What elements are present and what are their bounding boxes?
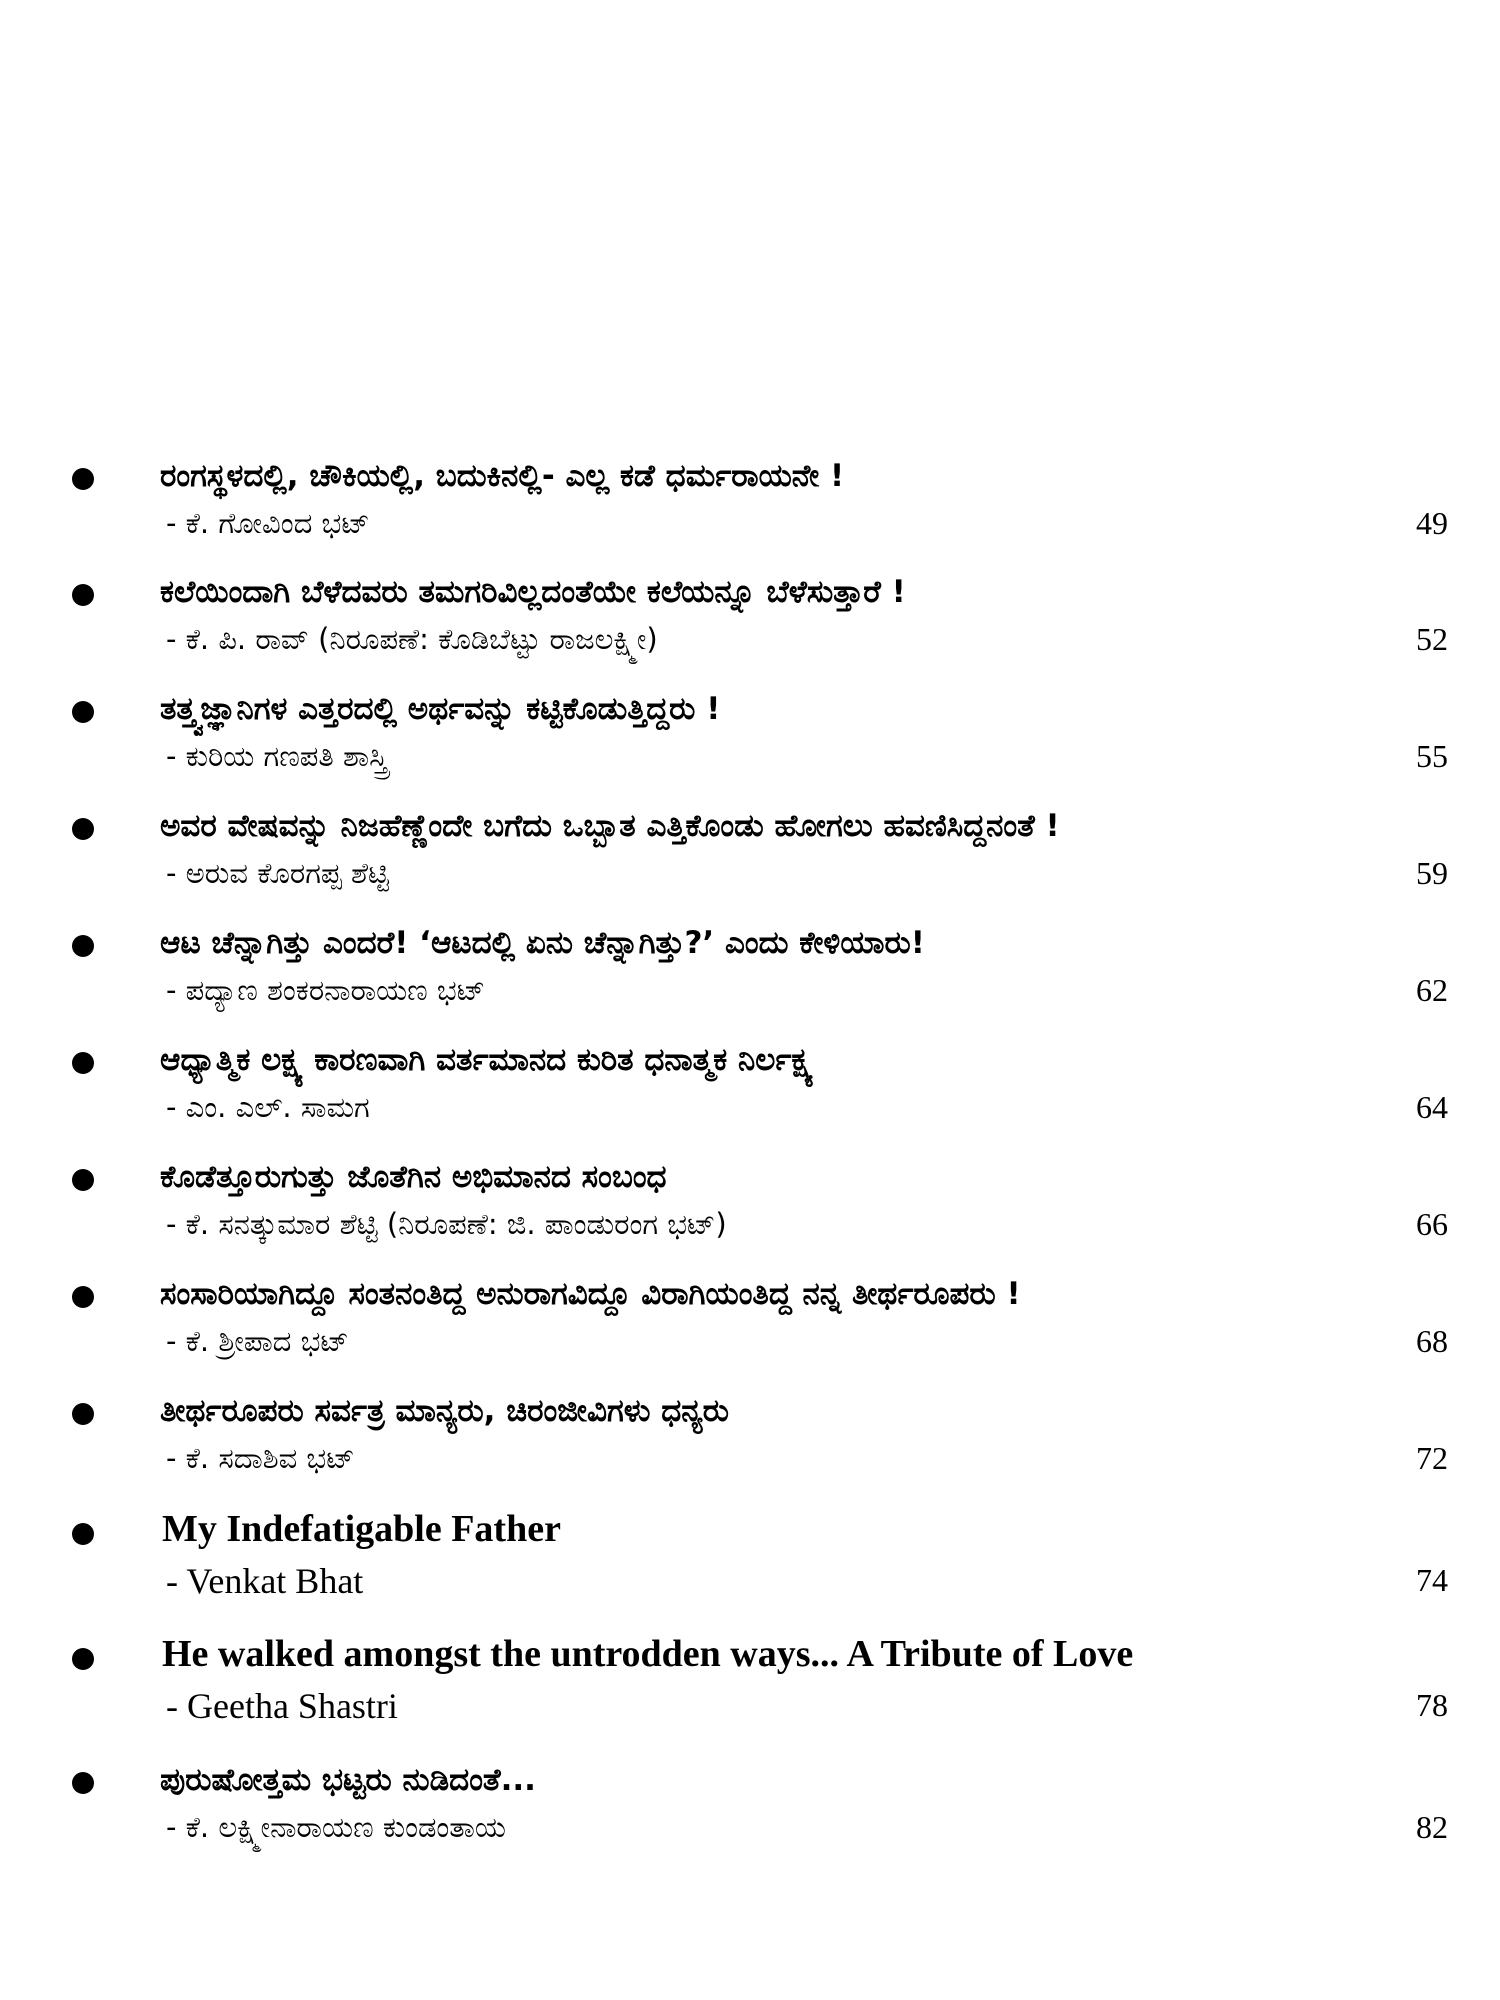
entry-title: He walked amongst the untrodden ways... A Tribute of Love [162, 1633, 1134, 1675]
entry-page-number: 55 [1416, 738, 1448, 774]
bullet-icon [72, 1403, 94, 1425]
entry-title: ಆಧ್ಯಾತ್ಮಿಕ ಲಕ್ಷ್ಯ ಕಾರಣವಾಗಿ ವರ್ತಮಾನದ ಕುರಿತ ಧನಾತ್ಮಕ ನಿರ್ಲಕ್ಷ್ಯ [160, 1042, 814, 1078]
entry-title: ಅವರ ವೇಷವನ್ನು ನಿಜಹೆಣ್ಣೆಂದೇ ಬಗೆದು ಒಬ್ಬಾತ ಎತ್ತಿಕೊಂಡು ಹೋಗಲು ಹವಣಿಸಿದ್ದನಂತೆ ! [160, 808, 1060, 844]
entry-page-number: 49 [1416, 505, 1448, 541]
entry-page-number: 64 [1416, 1089, 1448, 1125]
entry-title: ತತ್ತ್ವಜ್ಞಾನಿಗಳ ಎತ್ತರದಲ್ಲಿ ಅರ್ಥವನ್ನು ಕಟ್ಟಿಕೊಡುತ್ತಿದ್ದರು ! [160, 691, 721, 727]
bullet-icon [72, 1772, 94, 1794]
bullet-icon [72, 468, 94, 490]
bullet-icon [72, 701, 94, 723]
entry-author: - ಕೆ. ಲಕ್ಷ್ಮೀನಾರಾಯಣ ಕುಂಡಂತಾಯ [166, 1810, 506, 1844]
bullet-icon [72, 1523, 94, 1545]
entry-author: - ಅರುವ ಕೊರಗಪ್ಪ ಶೆಟ್ಟಿ [166, 856, 390, 890]
entry-title: My Indefatigable Father [162, 1508, 561, 1550]
entry-author: - ಕುರಿಯ ಗಣಪತಿ ಶಾಸ್ತ್ರಿ [166, 739, 388, 773]
bullet-icon [72, 935, 94, 957]
entry-author: - ಪದ್ಯಾಣ ಶಂಕರನಾರಾಯಣ ಭಟ್ [166, 973, 486, 1007]
entry-title: ಸಂಸಾರಿಯಾಗಿದ್ದೂ ಸಂತನಂತಿದ್ದ ಅನುರಾಗವಿದ್ದೂ ವಿರಾಗಿಯಂತಿದ್ದ ನನ್ನ ತೀರ್ಥರೂಪರು ! [160, 1276, 1021, 1312]
bullet-icon [72, 1052, 94, 1074]
bullet-icon [72, 1169, 94, 1191]
entry-title: ಕಲೆಯಿಂದಾಗಿ ಬೆಳೆದವರು ತಮಗರಿವಿಲ್ಲದಂತೆಯೇ ಕಲೆಯನ್ನೂ ಬೆಳೆಸುತ್ತಾರೆ ! [160, 574, 906, 610]
entry-page-number: 74 [1416, 1562, 1448, 1598]
entry-page-number: 66 [1416, 1206, 1448, 1242]
entry-author: - ಕೆ. ಸದಾಶಿವ ಭಟ್ [166, 1441, 355, 1475]
entry-author: - ಎಂ. ಎಲ್. ಸಾಮಗ [166, 1090, 370, 1124]
bullet-icon [72, 1648, 94, 1670]
entry-author: - ಕೆ. ಶ್ರೀಪಾದ ಭಟ್ [166, 1324, 349, 1358]
bullet-icon [72, 1286, 94, 1308]
entry-page-number: 59 [1416, 855, 1448, 891]
entry-page-number: 82 [1416, 1809, 1448, 1845]
bullet-icon [72, 818, 94, 840]
entry-title: ಕೊಡೆತ್ತೂರುಗುತ್ತು ಜೊತೆಗಿನ ಅಭಿಮಾನದ ಸಂಬಂಧ [160, 1159, 667, 1195]
entry-author: - Geetha Shastri [166, 1686, 398, 1726]
entry-author: - ಕೆ. ಸನತ್ಕುಮಾರ ಶೆಟ್ಟಿ (ನಿರೂಪಣೆ: ಜಿ. ಪಾಂಡುರಂಗ ಭಟ್) [166, 1207, 727, 1241]
entry-title: ರಂಗಸ್ಥಳದಲ್ಲಿ, ಚೌಕಿಯಲ್ಲಿ, ಬದುಕಿನಲ್ಲಿ- ಎಲ್ಲ ಕಡೆ ಧರ್ಮರಾಯನೇ ! [160, 458, 845, 494]
entry-title: ತೀರ್ಥರೂಪರು ಸರ್ವತ್ರ ಮಾನ್ಯರು, ಚಿರಂಜೀವಿಗಳು ಧನ್ಯರು [160, 1393, 730, 1429]
entry-author: - ಕೆ. ಗೋವಿಂದ ಭಟ್ [166, 506, 370, 540]
entry-page-number: 68 [1416, 1323, 1448, 1359]
entry-title: ಪುರುಷೋತ್ತಮ ಭಟ್ಟರು ನುಡಿದಂತೆ... [160, 1762, 536, 1798]
entry-page-number: 52 [1416, 621, 1448, 657]
entry-title: ಆಟ ಚೆನ್ನಾಗಿತ್ತು ಎಂದರೆ! ‘ಆಟದಲ್ಲಿ ಏನು ಚೆನ್ನಾಗಿತ್ತು?’ ಎಂದು ಕೇಳಿಯಾರು! [160, 925, 925, 961]
entry-page-number: 72 [1416, 1440, 1448, 1476]
entry-page-number: 62 [1416, 972, 1448, 1008]
entry-page-number: 78 [1416, 1687, 1448, 1723]
entry-author: - ಕೆ. ಪಿ. ರಾವ್ (ನಿರೂಪಣೆ: ಕೊಡಿಬೆಟ್ಟು ರಾಜಲಕ್ಷ್ಮೀ) [166, 622, 658, 656]
entry-author: - Venkat Bhat [166, 1561, 364, 1601]
bullet-icon [72, 584, 94, 606]
